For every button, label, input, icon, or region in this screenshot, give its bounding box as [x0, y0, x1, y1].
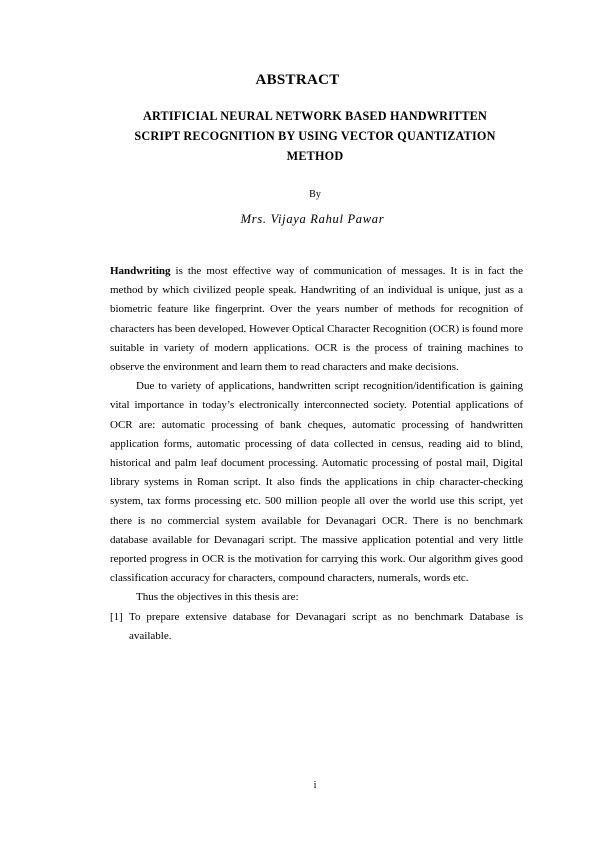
paragraph-3: Thus the objectives in this thesis are:: [136, 591, 299, 604]
page-number: i: [313, 780, 317, 791]
by-label: By: [309, 189, 321, 200]
title-line: METHOD: [286, 149, 344, 163]
title-line: SCRIPT RECOGNITION BY USING VECTOR QUANTIZATION: [134, 129, 496, 143]
list-marker: [1]: [110, 610, 123, 623]
paragraph-1-text: is the most effective way of communication of messages. It is in fact the method by which civilized people speak. Handwriting of an individual is unique, just as a biometric feature like fingerprint. Over the years number of methods for recognition of characters has been developed. However Optical Character Recognition (OCR) is found more suitable in variety of modern applications. OCR is the process of training machines to observe the environment and learn them to read characters and make decisions.: [110, 265, 523, 374]
title-line: ARTIFICIAL NEURAL NETWORK BASED HANDWRITTEN: [142, 109, 488, 123]
abstract-heading: ABSTRACT: [255, 72, 340, 88]
objective-list-item: [110, 608, 523, 646]
list-item-text: To prepare extensive database for Devanagari script as no benchmark Database is available.: [129, 610, 523, 642]
abstract-body: [110, 262, 523, 646]
paragraph-2: Due to variety of applications, handwritten script recognition/identification is gaining vital importance in today’s electronically interconnected society. Potential applications of OCR are: automatic processing of bank cheques, automatic processing of handwritten application forms, automatic processing of data collected in census, reading aid to blind, historical and palm leaf document processing. Automatic processing of postal mail, Digital library systems in Roman script. It also finds the applications in chip character-checking system, tax forms processing etc. 500 million people all over the world use this script, yet there is no commercial system available for Devanagari OCR. There is no benchmark database available for Devanagari script. The massive application potential and very little reported progress in OCR is the motivation for carrying this work. Our algorithm gives good classification accuracy for characters, compound characters, numerals, words etc.: [110, 380, 523, 585]
thesis-title: [100, 106, 530, 166]
author-name: Mrs. Vijaya Rahul Pawar: [240, 212, 385, 226]
lead-term: Handwriting: [110, 265, 171, 277]
paragraph-1: [110, 262, 523, 377]
